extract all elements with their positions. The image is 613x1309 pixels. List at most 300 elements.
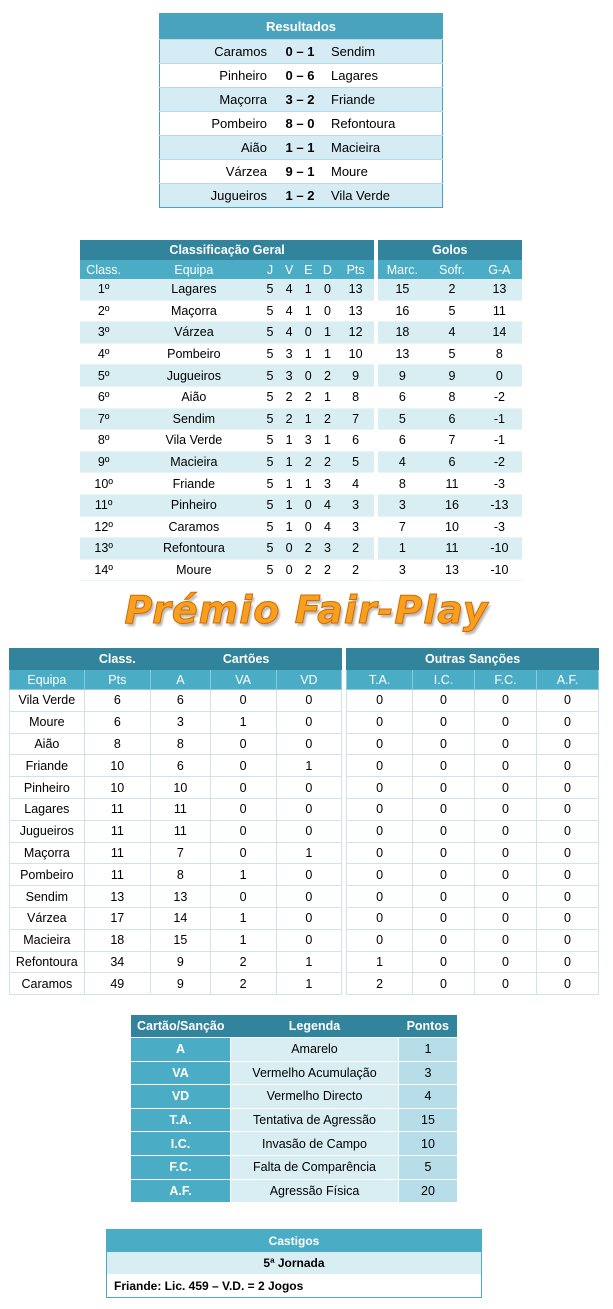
suspensions-table bbox=[106, 1229, 482, 1298]
result-row bbox=[160, 112, 443, 136]
fair-play-cell: 0 bbox=[536, 690, 598, 712]
standings-cell: 2 bbox=[299, 559, 318, 581]
column-header: Pts bbox=[84, 670, 150, 690]
fair-play-row bbox=[10, 733, 599, 755]
team-name: Jugueiros bbox=[10, 820, 85, 842]
standings-cell: -13 bbox=[477, 494, 522, 516]
standings-cell: 8 bbox=[477, 343, 522, 365]
column-header: V bbox=[280, 260, 299, 279]
round-label: 5ª Jornada bbox=[107, 1252, 482, 1274]
fair-play-cell: 0 bbox=[347, 733, 413, 755]
column-header: Legenda bbox=[231, 1015, 399, 1038]
column-header: J bbox=[260, 260, 279, 279]
fair-play-cell: 0 bbox=[474, 864, 536, 886]
standings-cell: 11º bbox=[80, 494, 127, 516]
fair-play-row bbox=[10, 755, 599, 777]
standings-cell: 7 bbox=[337, 408, 374, 430]
fair-play-cell: 0 bbox=[474, 951, 536, 973]
standings-cell: 2 bbox=[318, 451, 337, 473]
fair-play-cell: 0 bbox=[210, 733, 276, 755]
standings-cell: 3 bbox=[318, 538, 337, 560]
fair-play-cell: 9 bbox=[150, 951, 210, 973]
column-header: I.C. bbox=[413, 670, 475, 690]
standings-cell: 2 bbox=[280, 408, 299, 430]
fair-play-cell: 10 bbox=[84, 777, 150, 799]
fair-play-cell: 11 bbox=[150, 798, 210, 820]
fair-play-cell: 1 bbox=[210, 711, 276, 733]
fair-play-cell: 0 bbox=[347, 864, 413, 886]
fair-play-cell: 0 bbox=[536, 777, 598, 799]
sanction-description: Vermelho Directo bbox=[231, 1085, 399, 1109]
fair-play-cell: 0 bbox=[474, 690, 536, 712]
team-name: Aião bbox=[10, 733, 85, 755]
fair-play-cell: 6 bbox=[150, 690, 210, 712]
home-team: Pombeiro bbox=[160, 112, 274, 136]
fair-play-cell: 1 bbox=[276, 973, 342, 995]
standings-cell: 0 bbox=[299, 365, 318, 387]
fair-play-cell: 0 bbox=[413, 864, 475, 886]
standings-cell: 9 bbox=[378, 365, 428, 387]
home-team: Várzea bbox=[160, 160, 274, 184]
standings-cell: 13 bbox=[337, 279, 374, 300]
standings-cell: 6º bbox=[80, 386, 127, 408]
score: 3 – 2 bbox=[273, 88, 327, 112]
fair-play-cell: 6 bbox=[150, 755, 210, 777]
standings-cell: 5º bbox=[80, 365, 127, 387]
fair-play-cell: 0 bbox=[276, 777, 342, 799]
legend-row bbox=[131, 1085, 457, 1109]
column-header: Pts bbox=[337, 260, 374, 279]
fair-play-cell: 0 bbox=[276, 820, 342, 842]
standings-cell: 5 bbox=[260, 343, 279, 365]
fair-play-cell: 8 bbox=[150, 733, 210, 755]
team-name: Sendim bbox=[127, 408, 260, 430]
fair-play-cell: 0 bbox=[413, 820, 475, 842]
standings-cell: 13º bbox=[80, 538, 127, 560]
fair-play-cell: 0 bbox=[210, 755, 276, 777]
standings-cell: 5 bbox=[260, 279, 279, 300]
fair-play-cell: 0 bbox=[474, 755, 536, 777]
fair-play-cell: 0 bbox=[474, 842, 536, 864]
standings-cell: 9 bbox=[427, 365, 477, 387]
standings-cell: 13 bbox=[427, 559, 477, 581]
column-header: VA bbox=[210, 670, 276, 690]
fair-play-cell: 0 bbox=[413, 798, 475, 820]
fair-play-row bbox=[10, 711, 599, 733]
fair-play-cell: 0 bbox=[276, 690, 342, 712]
team-name: Lagares bbox=[127, 279, 260, 300]
sanction-description: Tentativa de Agressão bbox=[231, 1108, 399, 1132]
standings-cell: 1 bbox=[280, 473, 299, 495]
home-team: Jugueiros bbox=[160, 184, 274, 208]
fair-play-cell: 0 bbox=[536, 798, 598, 820]
standings-cell: 1 bbox=[299, 473, 318, 495]
team-name: Moure bbox=[10, 711, 85, 733]
standings-cell: 5 bbox=[260, 322, 279, 344]
column-header: A bbox=[150, 670, 210, 690]
result-row bbox=[160, 88, 443, 112]
standings-cell: 3 bbox=[337, 494, 374, 516]
fair-play-cell: 10 bbox=[150, 777, 210, 799]
fair-play-cell: 11 bbox=[84, 798, 150, 820]
standings-cell: 12 bbox=[337, 322, 374, 344]
result-row bbox=[160, 184, 443, 208]
team-name: Jugueiros bbox=[127, 365, 260, 387]
legend-row bbox=[131, 1155, 457, 1179]
fair-play-cell: 11 bbox=[150, 820, 210, 842]
column-header: VD bbox=[276, 670, 342, 690]
away-team: Macieira bbox=[327, 136, 443, 160]
standings-cell: 1 bbox=[299, 300, 318, 322]
column-header: F.C. bbox=[474, 670, 536, 690]
column-header: Class. bbox=[80, 260, 127, 279]
standings-row bbox=[80, 343, 522, 365]
standings-cell: 5 bbox=[427, 300, 477, 322]
standings-cell: -10 bbox=[477, 559, 522, 581]
fair-play-row bbox=[10, 973, 599, 995]
standings-cell: 3 bbox=[280, 343, 299, 365]
standings-cell: -3 bbox=[477, 516, 522, 538]
fair-play-cell: 11 bbox=[84, 820, 150, 842]
standings-cell: 11 bbox=[427, 473, 477, 495]
fair-play-cell: 2 bbox=[210, 973, 276, 995]
standings-cell: 0 bbox=[299, 516, 318, 538]
fair-play-cell: 0 bbox=[413, 777, 475, 799]
fair-play-cell: 1 bbox=[210, 864, 276, 886]
standings-header-row bbox=[80, 260, 522, 279]
standings-cell: 15 bbox=[378, 279, 428, 300]
standings-title: Classificação Geral bbox=[80, 240, 374, 260]
standings-cell: 5 bbox=[260, 473, 279, 495]
standings-cell: 7 bbox=[378, 516, 428, 538]
away-team: Sendim bbox=[327, 40, 443, 64]
fair-play-cell: 0 bbox=[347, 886, 413, 908]
fair-play-row bbox=[10, 777, 599, 799]
fair-play-cell: 49 bbox=[84, 973, 150, 995]
results-table bbox=[159, 13, 443, 208]
fair-play-cell: 0 bbox=[210, 886, 276, 908]
standings-cell: 18 bbox=[378, 322, 428, 344]
fair-play-cell: 0 bbox=[474, 798, 536, 820]
result-row bbox=[160, 160, 443, 184]
home-team: Pinheiro bbox=[160, 64, 274, 88]
standings-cell: 13 bbox=[378, 343, 428, 365]
fair-play-cell: 0 bbox=[474, 929, 536, 951]
standings-cell: 6 bbox=[427, 451, 477, 473]
sanction-code: A bbox=[131, 1038, 231, 1062]
standings-cell: 8º bbox=[80, 430, 127, 452]
standings-cell: 1 bbox=[318, 386, 337, 408]
standings-cell: 5 bbox=[260, 451, 279, 473]
sanction-code: VD bbox=[131, 1085, 231, 1109]
column-header: Sofr. bbox=[427, 260, 477, 279]
fair-play-cell: 3 bbox=[150, 711, 210, 733]
column-header: A.F. bbox=[536, 670, 598, 690]
team-name: Refontoura bbox=[127, 538, 260, 560]
standings-cell: 1 bbox=[280, 494, 299, 516]
standings-cell: 0 bbox=[280, 538, 299, 560]
team-name: Caramos bbox=[127, 516, 260, 538]
away-team: Vila Verde bbox=[327, 184, 443, 208]
standings-cell: 4 bbox=[280, 279, 299, 300]
sanction-points: 4 bbox=[399, 1085, 458, 1109]
sanction-code: F.C. bbox=[131, 1155, 231, 1179]
fair-play-cell: 0 bbox=[413, 929, 475, 951]
standings-cell: 13 bbox=[337, 300, 374, 322]
score: 0 – 1 bbox=[273, 40, 327, 64]
standings-row bbox=[80, 516, 522, 538]
fair-play-cell: 0 bbox=[276, 886, 342, 908]
away-team: Moure bbox=[327, 160, 443, 184]
fair-play-cell: 0 bbox=[347, 907, 413, 929]
standings-cell: 1 bbox=[299, 408, 318, 430]
team-name: Pombeiro bbox=[127, 343, 260, 365]
fair-play-cell: 1 bbox=[210, 929, 276, 951]
legend-row bbox=[131, 1038, 457, 1062]
team-name: Vila Verde bbox=[10, 690, 85, 712]
standings-row bbox=[80, 473, 522, 495]
fair-play-cell: 0 bbox=[210, 798, 276, 820]
fair-play-cell: 8 bbox=[84, 733, 150, 755]
fair-play-row bbox=[10, 798, 599, 820]
suspension-entry: Friande: Lic. 459 – V.D. = 2 Jogos bbox=[107, 1274, 482, 1298]
score: 9 – 1 bbox=[273, 160, 327, 184]
fair-play-row bbox=[10, 951, 599, 973]
fair-play-cell: 0 bbox=[474, 907, 536, 929]
away-team: Lagares bbox=[327, 64, 443, 88]
standings-cell: 2º bbox=[80, 300, 127, 322]
suspensions-title: Castigos bbox=[107, 1230, 482, 1253]
fair-play-cell: 0 bbox=[474, 973, 536, 995]
fair-play-cell: 0 bbox=[474, 777, 536, 799]
standings-cell: 16 bbox=[427, 494, 477, 516]
sanction-points: 15 bbox=[399, 1108, 458, 1132]
fair-play-cell: 0 bbox=[413, 733, 475, 755]
standings-cell: -1 bbox=[477, 430, 522, 452]
standings-cell: 7 bbox=[427, 430, 477, 452]
standings-cell: 1 bbox=[299, 279, 318, 300]
fair-play-cell: 9 bbox=[150, 973, 210, 995]
fair-play-cell: 6 bbox=[84, 711, 150, 733]
team-name: Pombeiro bbox=[10, 864, 85, 886]
standings-cell: 11 bbox=[477, 300, 522, 322]
fair-play-cell: 1 bbox=[210, 907, 276, 929]
standings-cell: -10 bbox=[477, 538, 522, 560]
fair-play-row bbox=[10, 690, 599, 712]
standings-row bbox=[80, 279, 522, 300]
standings-row bbox=[80, 451, 522, 473]
standings-cell: 0 bbox=[318, 279, 337, 300]
fair-play-cell: 11 bbox=[84, 842, 150, 864]
sanction-points: 20 bbox=[399, 1179, 458, 1203]
standings-row bbox=[80, 386, 522, 408]
standings-cell: 0 bbox=[477, 365, 522, 387]
standings-cell: 1 bbox=[318, 430, 337, 452]
team-name: Macieira bbox=[127, 451, 260, 473]
home-team: Caramos bbox=[160, 40, 274, 64]
sanction-code: T.A. bbox=[131, 1108, 231, 1132]
fair-play-cell: 0 bbox=[474, 820, 536, 842]
team-name: Lagares bbox=[10, 798, 85, 820]
fair-play-cell: 0 bbox=[210, 777, 276, 799]
standings-cell: 3 bbox=[378, 494, 428, 516]
team-name: Várzea bbox=[127, 322, 260, 344]
standings-cell: 4 bbox=[427, 322, 477, 344]
fair-play-cell: 0 bbox=[276, 711, 342, 733]
standings-cell: 9 bbox=[337, 365, 374, 387]
standings-cell: 5 bbox=[260, 408, 279, 430]
result-row bbox=[160, 40, 443, 64]
group-cards: Cartões bbox=[150, 649, 341, 670]
column-header: Pontos bbox=[399, 1015, 458, 1038]
standings-cell: 5 bbox=[260, 430, 279, 452]
fair-play-cell: 34 bbox=[84, 951, 150, 973]
standings-cell: 2 bbox=[299, 386, 318, 408]
column-header: E bbox=[299, 260, 318, 279]
sanction-points: 10 bbox=[399, 1132, 458, 1156]
fair-play-row bbox=[10, 907, 599, 929]
sanction-description: Invasão de Campo bbox=[231, 1132, 399, 1156]
result-row bbox=[160, 64, 443, 88]
fair-play-cell: 0 bbox=[347, 798, 413, 820]
standings-cell: -2 bbox=[477, 451, 522, 473]
standings-cell: 4º bbox=[80, 343, 127, 365]
standings-cell: 5 bbox=[378, 408, 428, 430]
standings-cell: 5 bbox=[260, 516, 279, 538]
team-name: Sendim bbox=[10, 886, 85, 908]
sanction-code: A.F. bbox=[131, 1179, 231, 1203]
sanction-description: Amarelo bbox=[231, 1038, 399, 1062]
fair-play-cell: 0 bbox=[210, 820, 276, 842]
column-header: Cartão/Sanção bbox=[131, 1015, 231, 1038]
home-team: Maçorra bbox=[160, 88, 274, 112]
team-name: Pinheiro bbox=[127, 494, 260, 516]
sanction-points: 3 bbox=[399, 1061, 458, 1085]
standings-cell: 13 bbox=[477, 279, 522, 300]
result-row bbox=[160, 136, 443, 160]
fair-play-title: Prémio Fair-Play bbox=[124, 588, 489, 632]
standings-cell: 5 bbox=[260, 365, 279, 387]
fair-play-row bbox=[10, 886, 599, 908]
standings-cell: 3 bbox=[318, 473, 337, 495]
fair-play-cell: 0 bbox=[413, 907, 475, 929]
fair-play-cell: 17 bbox=[84, 907, 150, 929]
team-name: Friande bbox=[10, 755, 85, 777]
fair-play-cell: 0 bbox=[276, 929, 342, 951]
standings-cell: 2 bbox=[318, 408, 337, 430]
fair-play-cell: 0 bbox=[413, 690, 475, 712]
sanction-code: VA bbox=[131, 1061, 231, 1085]
standings-cell: 1 bbox=[280, 516, 299, 538]
fair-play-cell: 0 bbox=[210, 842, 276, 864]
legend-header-row bbox=[131, 1015, 457, 1038]
standings-cell: 0 bbox=[299, 322, 318, 344]
team-name: Macieira bbox=[10, 929, 85, 951]
standings-row bbox=[80, 494, 522, 516]
standings-cell: 6 bbox=[427, 408, 477, 430]
legend-row bbox=[131, 1132, 457, 1156]
fair-play-cell: 0 bbox=[347, 711, 413, 733]
fair-play-cell: 0 bbox=[347, 755, 413, 777]
fair-play-cell: 0 bbox=[347, 929, 413, 951]
fair-play-cell: 18 bbox=[84, 929, 150, 951]
standings-cell: 4 bbox=[318, 494, 337, 516]
standings-cell: 3 bbox=[280, 365, 299, 387]
fair-play-cell: 1 bbox=[276, 951, 342, 973]
standings-cell: 6 bbox=[378, 386, 428, 408]
standings-cell: 2 bbox=[280, 386, 299, 408]
fair-play-cell: 2 bbox=[347, 973, 413, 995]
fair-play-cell: 14 bbox=[150, 907, 210, 929]
standings-cell: 4 bbox=[280, 300, 299, 322]
standings-cell: 10º bbox=[80, 473, 127, 495]
sanction-description: Falta de Comparência bbox=[231, 1155, 399, 1179]
standings-table bbox=[80, 240, 522, 581]
standings-cell: 0 bbox=[299, 494, 318, 516]
fair-play-row bbox=[10, 929, 599, 951]
score: 1 – 2 bbox=[273, 184, 327, 208]
standings-cell: 4 bbox=[337, 473, 374, 495]
fair-play-cell: 0 bbox=[536, 973, 598, 995]
standings-cell: 6 bbox=[378, 430, 428, 452]
standings-cell: 8 bbox=[427, 386, 477, 408]
fair-play-table bbox=[9, 648, 599, 995]
standings-cell: 4 bbox=[280, 322, 299, 344]
standings-row bbox=[80, 430, 522, 452]
standings-cell: 5 bbox=[337, 451, 374, 473]
suspension-row bbox=[107, 1274, 482, 1298]
standings-cell: 0 bbox=[318, 300, 337, 322]
legend-row bbox=[131, 1061, 457, 1085]
sanction-points: 1 bbox=[399, 1038, 458, 1062]
fair-play-cell: 1 bbox=[276, 755, 342, 777]
fair-play-cell: 0 bbox=[276, 733, 342, 755]
fair-play-row bbox=[10, 864, 599, 886]
fair-play-cell: 0 bbox=[536, 929, 598, 951]
fair-play-cell: 0 bbox=[347, 777, 413, 799]
fair-play-cell: 0 bbox=[536, 842, 598, 864]
standings-cell: 1 bbox=[318, 322, 337, 344]
fair-play-cell: 13 bbox=[150, 886, 210, 908]
standings-cell: 5 bbox=[260, 559, 279, 581]
team-name: Aião bbox=[127, 386, 260, 408]
standings-row bbox=[80, 365, 522, 387]
standings-cell: 3 bbox=[378, 559, 428, 581]
sanction-code: I.C. bbox=[131, 1132, 231, 1156]
team-name: Maçorra bbox=[127, 300, 260, 322]
fair-play-cell: 2 bbox=[210, 951, 276, 973]
standings-cell: -2 bbox=[477, 386, 522, 408]
fair-play-cell: 8 bbox=[150, 864, 210, 886]
standings-row bbox=[80, 408, 522, 430]
standings-cell: 7º bbox=[80, 408, 127, 430]
fair-play-cell: 15 bbox=[150, 929, 210, 951]
fair-play-cell: 0 bbox=[536, 733, 598, 755]
group-other-sanctions: Outras Sanções bbox=[347, 649, 599, 670]
standings-cell: 8 bbox=[378, 473, 428, 495]
column-header: T.A. bbox=[347, 670, 413, 690]
fair-play-row bbox=[10, 842, 599, 864]
score: 8 – 0 bbox=[273, 112, 327, 136]
fair-play-row bbox=[10, 820, 599, 842]
legend-row bbox=[131, 1179, 457, 1203]
standings-cell: 12º bbox=[80, 516, 127, 538]
fair-play-cell: 0 bbox=[536, 907, 598, 929]
team-name: Friande bbox=[127, 473, 260, 495]
standings-cell: 5 bbox=[427, 343, 477, 365]
fair-play-cell: 1 bbox=[347, 951, 413, 973]
fair-play-cell: 0 bbox=[536, 886, 598, 908]
